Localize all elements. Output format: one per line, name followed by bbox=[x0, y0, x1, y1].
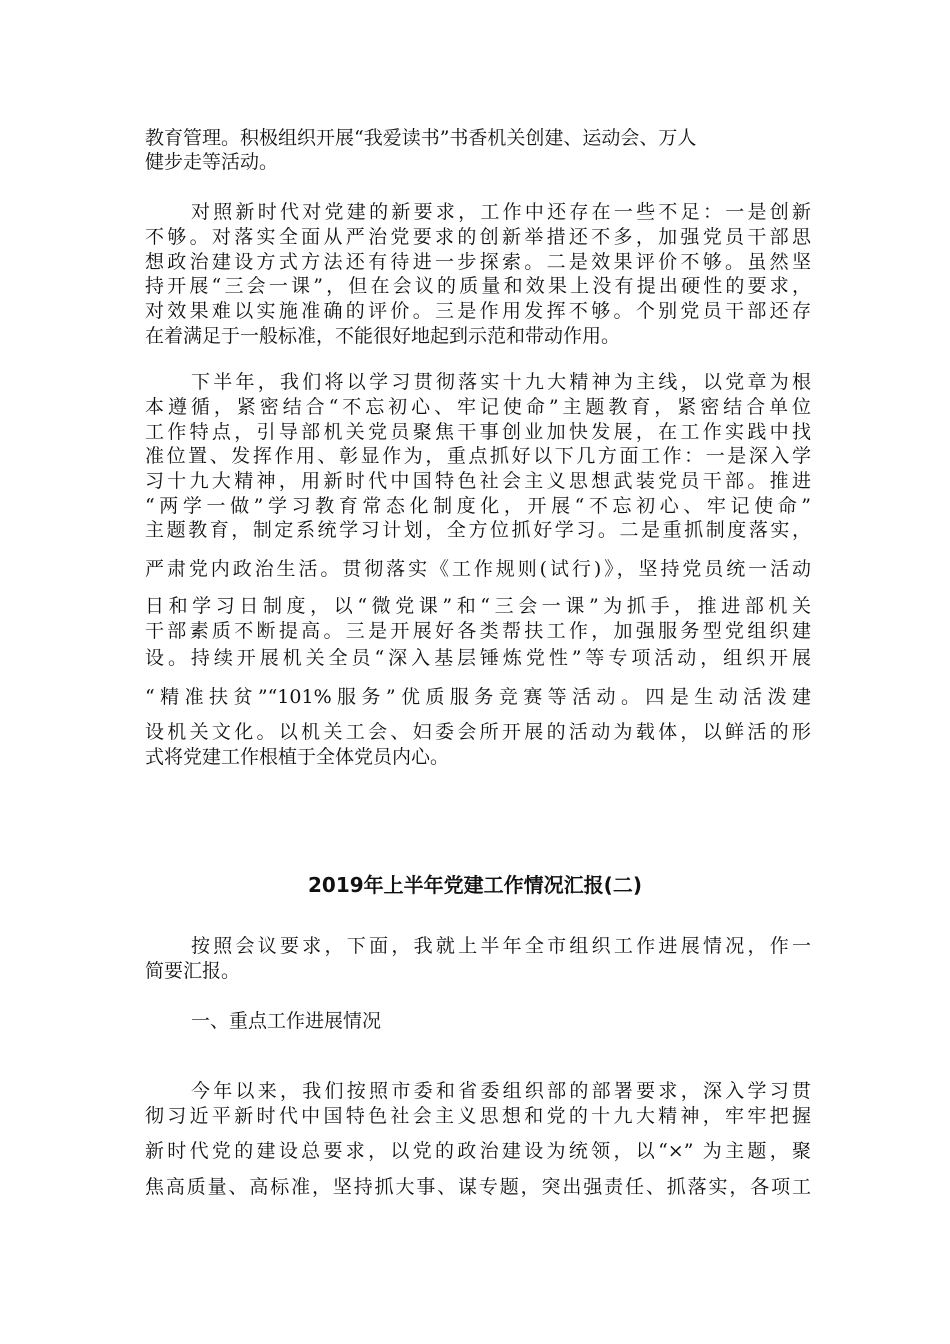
text-line: 对照新时代对党建的新要求，工作中还存在一些不足：一是创新 bbox=[191, 201, 811, 223]
text-line: 式将党建工作根植于全体党员内心。 bbox=[145, 746, 450, 768]
section-title: 2019年上半年党建工作情况汇报(二) bbox=[308, 873, 642, 897]
text-line: 健步走等活动。 bbox=[145, 151, 279, 173]
text-line: 今年以来，我们按照市委和省委组织部的部署要求，深入学习贯 bbox=[191, 1080, 811, 1102]
text-line: 干部素质不断提高。三是开展好各类帮扶工作，加强服务型党组织建 bbox=[145, 620, 811, 642]
text-line: 简要汇报。 bbox=[145, 960, 241, 982]
text-line: 彻习近平新时代中国特色社会主义思想和党的十九大精神，牢牢把握 bbox=[145, 1105, 811, 1127]
text-line: 持开展“三会一课”，但在会议的质量和效果上没有提出硬性的要求， bbox=[145, 275, 811, 297]
text-line: 工作特点，引导部机关党员聚焦干事创业加快发展，在工作实践中找 bbox=[145, 421, 811, 443]
text-line: 习十九大精神，用新时代中国特色社会主义思想武装党员干部。推进 bbox=[145, 470, 811, 492]
text-line: 设机关文化。以机关工会、妇委会所开展的活动为载体，以鲜活的形 bbox=[145, 721, 811, 743]
text-line: 在着满足于一般标准，不能很好地起到示范和带动作用。 bbox=[145, 325, 621, 347]
text-line: 主题教育，制定系统学习计划，全方位抓好学习。二是重抓制度落实， bbox=[145, 519, 811, 541]
text-line: 教育管理。积极组织开展“我爱读书”书香机关创建、运动会、万人 bbox=[145, 127, 697, 149]
text-line: “两学一做”学习教育常态化制度化，开展“不忘初心、牢记使命” bbox=[145, 495, 811, 517]
text-line: 按照会议要求，下面，我就上半年全市组织工作进展情况，作一 bbox=[191, 935, 811, 957]
text-line: 下半年，我们将以学习贯彻落实十九大精神为主线，以党章为根 bbox=[191, 371, 811, 393]
text-line: 本遵循，紧密结合“不忘初心、牢记使命”主题教育，紧密结合单位 bbox=[145, 396, 811, 418]
text-line: 准位置、发挥作用、彰显作为，重点抓好以下几方面工作：一是深入学 bbox=[145, 445, 811, 467]
text-line: 设。持续开展机关全员“深入基层锤炼党性”等专项活动，组织开展 bbox=[145, 647, 811, 669]
text-line: 日和学习日制度，以“微党课”和“三会一课”为抓手，推进部机关 bbox=[145, 595, 811, 617]
text-line: 对效果难以实施准确的评价。三是作用发挥不够。个别党员干部还存 bbox=[145, 300, 811, 322]
text-line: 不够。对落实全面从严治党要求的创新举措还不多，加强党员干部思 bbox=[145, 226, 811, 248]
text-line: 严肃党内政治生活。贯彻落实《工作规则(试行)》，坚持党员统一活动 bbox=[145, 558, 811, 580]
text-line: 新时代党的建设总要求，以党的政治建设为统领，以“×” 为主题，聚 bbox=[145, 1140, 811, 1162]
text-line: 一、重点工作进展情况 bbox=[191, 1010, 382, 1032]
text-line: 想政治建设方式方法还有待进一步探索。二是效果评价不够。虽然坚 bbox=[145, 251, 811, 273]
text-line: “精准扶贫”“101%服务”优质服务竞赛等活动。四是生动活泼建 bbox=[145, 686, 811, 708]
text-line: 焦高质量、高标准，坚持抓大事、谋专题，突出强责任、抓落实，各项工 bbox=[145, 1176, 811, 1198]
